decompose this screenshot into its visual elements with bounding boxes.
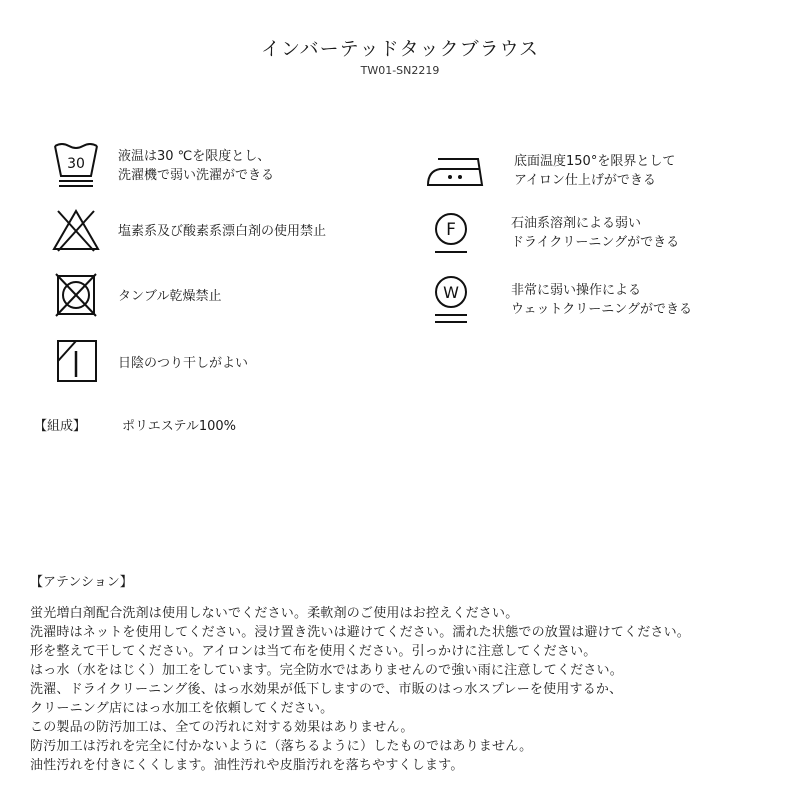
wet-clean-w-icon <box>425 270 495 330</box>
care-item-wetclean <box>425 270 692 330</box>
attention-line: 油性汚れを付きにくくします。油性汚れや皮脂汚れを落ちやすくします。 <box>30 758 464 773</box>
attention-body <box>30 604 790 775</box>
attention-line: クリーニング店にはっ水加工を依頼してください。 <box>30 701 334 716</box>
no-tumble-dry-icon <box>50 270 102 322</box>
iron-low-icon <box>420 145 500 197</box>
care-item-iron <box>420 145 675 197</box>
bleach-description: 塩素系及び酸素系漂白剤の使用禁止 <box>118 223 327 239</box>
attention-line: 防汚加工は汚れを完全に付かないように（落ちるように）したものではありません。 <box>30 739 533 754</box>
attention-heading: 【アテンション】 <box>30 575 133 590</box>
attention-line: 形を整えて干してください。アイロンは当て布を使用ください。引っかけに注意してください。 <box>30 644 597 659</box>
care-item-tumble <box>50 270 221 322</box>
attention-line: 蛍光増白剤配合洗剤は使用しないでください。柔軟剤のご使用はお控えください。 <box>30 606 519 621</box>
composition-label: 【組成】 <box>34 419 87 434</box>
tumble-description: タンブル乾燥禁止 <box>118 288 222 304</box>
dryclean-description: 石油系溶剤による弱い ドライクリーニングができる <box>511 216 680 250</box>
attention-line: 洗濯時はネットを使用してください。浸け置き洗いは避けてください。濡れた状態での放置は避けてください。 <box>30 625 691 640</box>
wet-clean-letter: W <box>443 283 459 302</box>
wash-temperature-label: 30 <box>67 156 85 172</box>
care-item-wash <box>50 140 274 192</box>
wash-30-icon <box>50 140 102 192</box>
product-code: TW01-SN2219 <box>360 64 440 77</box>
page-title: インバーテッドタックブラウス <box>260 38 540 60</box>
no-bleach-icon <box>50 205 102 257</box>
wetclean-description: 非常に弱い操作による ウェットクリーニングができる <box>511 283 692 317</box>
care-item-dryclean <box>425 207 679 259</box>
shade-description: 日陰のつり干しがよい <box>118 355 249 371</box>
composition-value: ポリエステル100% <box>122 419 236 434</box>
dry-clean-letter: F <box>446 220 456 240</box>
attention-line: はっ水（水をはじく）加工をしています。完全防水ではありませんので強い雨に注意してください。 <box>30 663 623 678</box>
shade-line-dry-icon <box>50 337 102 389</box>
attention-line: 洗濯、ドライクリーニング後、はっ水効果が低下しますので、市販のはっ水スプレーを使用するか、 <box>30 682 623 697</box>
attention-line: この製品の防汚加工は、全ての汚れに対する効果はありません。 <box>30 720 414 735</box>
care-item-bleach <box>50 205 326 257</box>
wash-description: 液温は30 ℃を限度とし、 洗濯機で弱い洗濯ができる <box>118 149 275 183</box>
dry-clean-f-icon <box>425 207 495 259</box>
iron-description: 底面温度150°を限界として アイロン仕上げができる <box>514 154 676 188</box>
care-item-shade <box>50 337 248 389</box>
